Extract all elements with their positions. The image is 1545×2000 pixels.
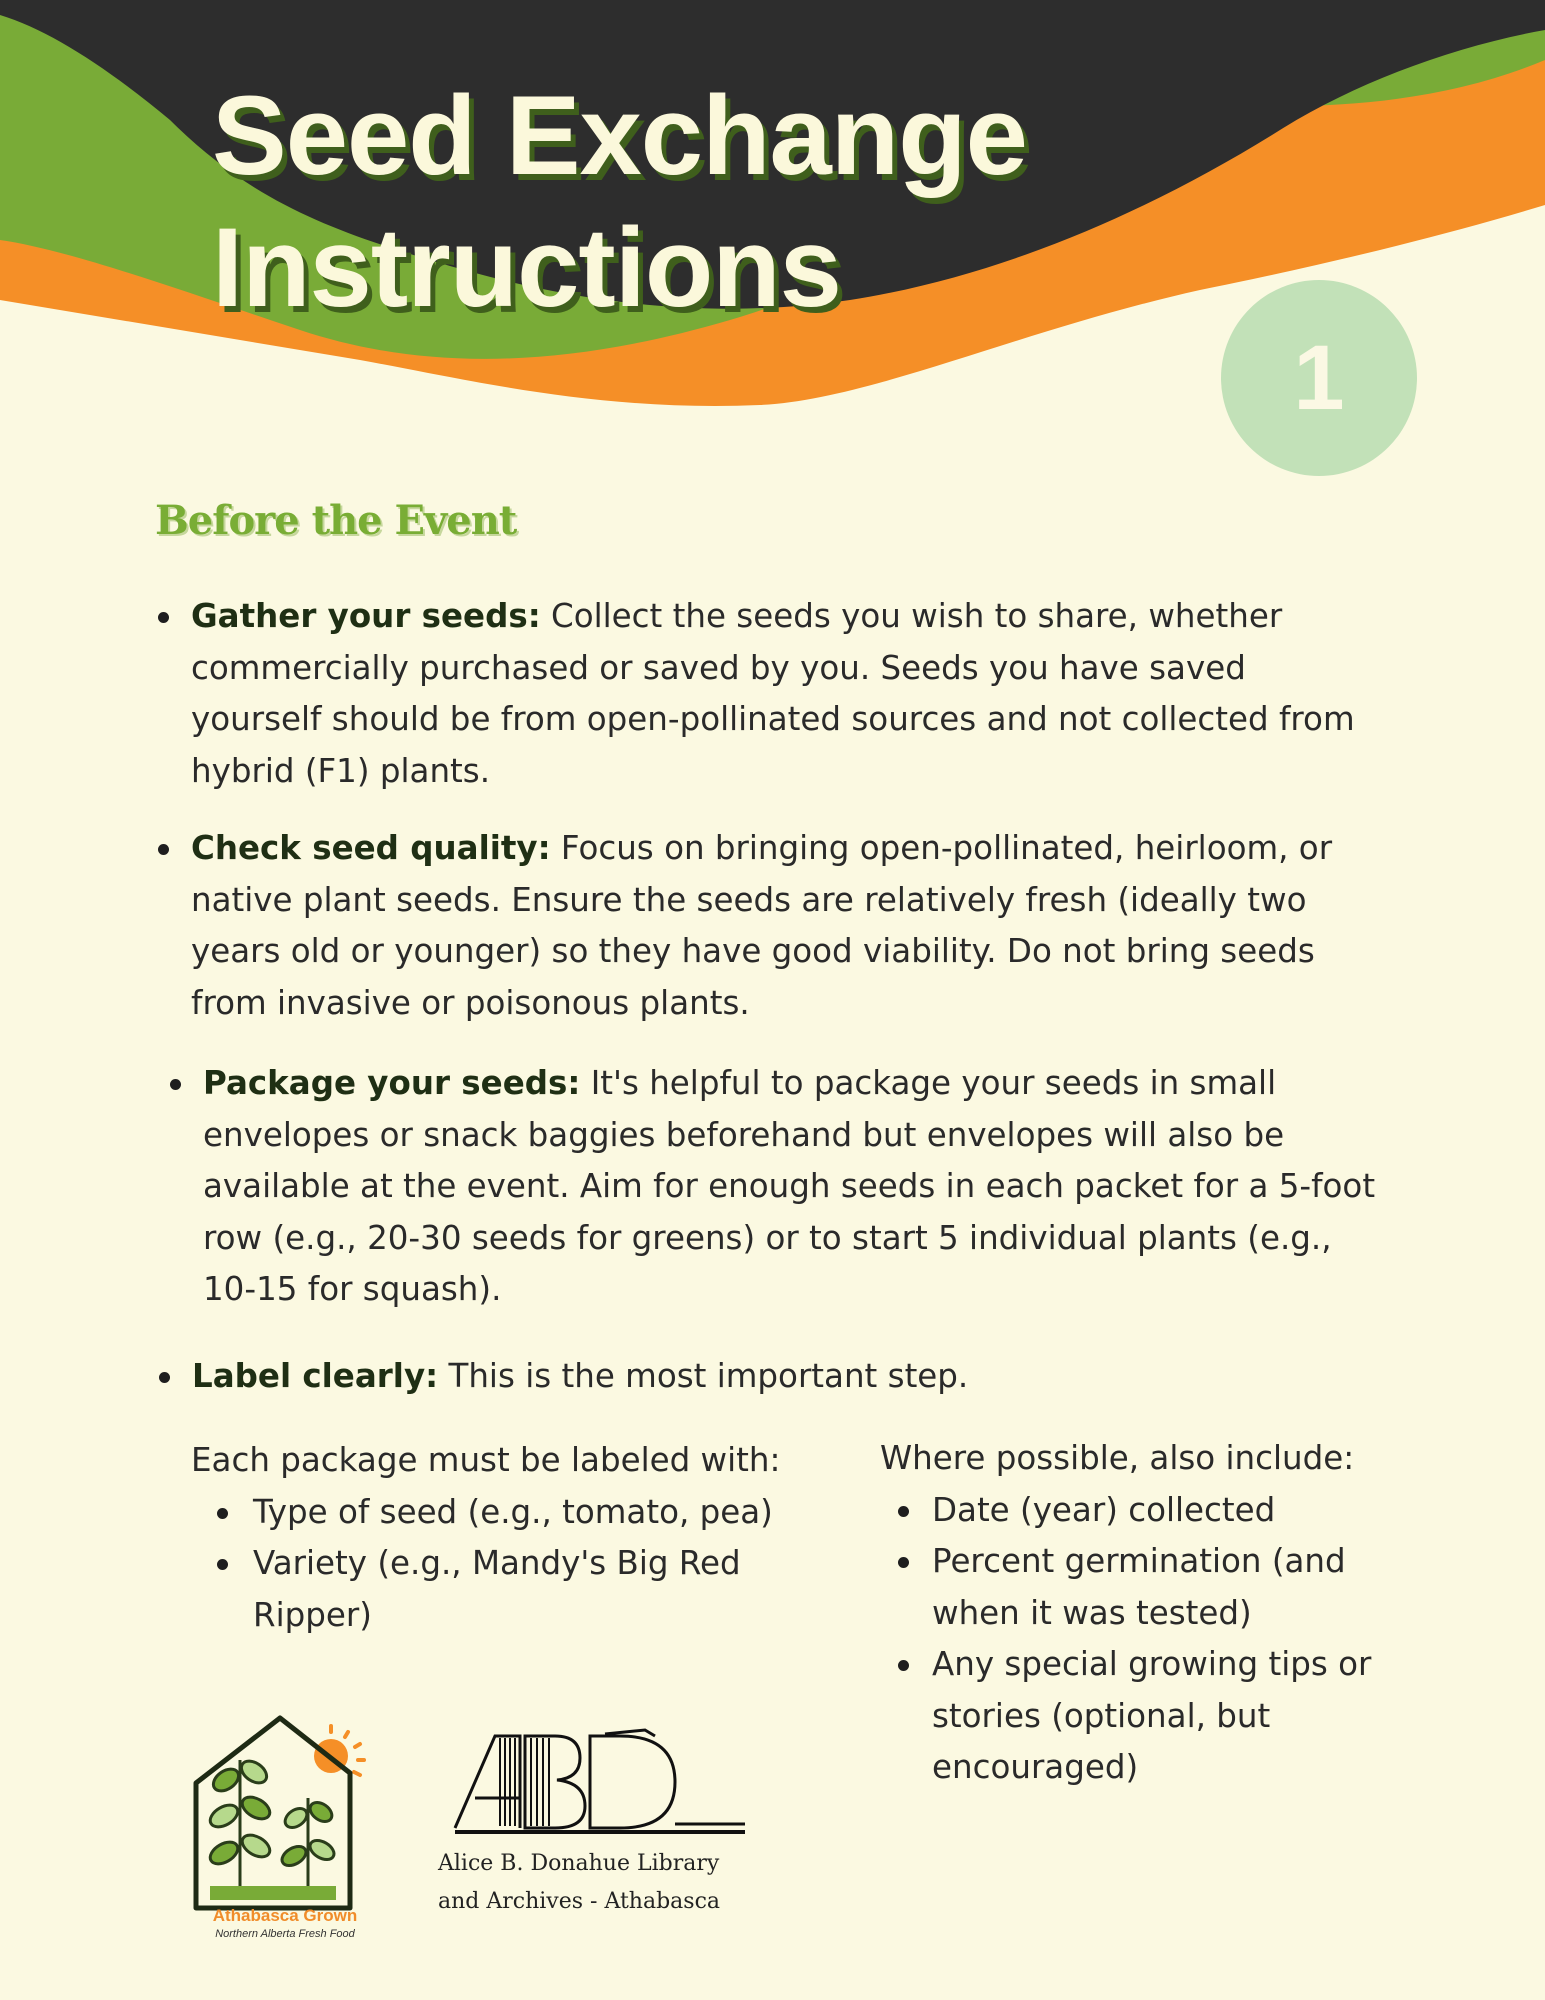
bullet-package-seeds — [203, 1058, 1383, 1316]
library-name — [438, 1845, 768, 1921]
list-item: Percent germination (and when it was tested) — [880, 1536, 1440, 1639]
athabasca-grown-name: Athabasca Grown — [212, 1906, 358, 1925]
library-name-line-1: Alice B. Donahue Library — [438, 1851, 720, 1876]
title-line-2: Instructions — [212, 205, 841, 330]
bullet-title: Gather your seeds: — [191, 597, 541, 635]
soil-bed — [210, 1886, 336, 1900]
list-item: Type of seed (e.g., tomato, pea) — [191, 1487, 831, 1539]
bullet-text: Collect the seeds you wish to share, whether commercially purchased or saved by you. Seeds you have saved yourself should be from open-pollinated sources and not collected from hybrid (F1) plants. — [191, 597, 1355, 790]
athabasca-grown-tagline: Northern Alberta Fresh Food — [215, 1928, 355, 1940]
bullet-title: Label clearly: — [192, 1357, 439, 1395]
plant-icon — [207, 1757, 338, 1886]
bullet-text: This is the most important step. — [448, 1357, 969, 1395]
bullet-title: Package your seeds: — [203, 1064, 581, 1102]
optional-label-list — [880, 1433, 1440, 1794]
bullet-label-clearly — [192, 1351, 1372, 1403]
page-title — [212, 70, 1027, 334]
athabasca-grown-logo — [188, 1708, 378, 1928]
optional-label-heading: Where possible, also include: — [880, 1439, 1355, 1477]
list-item: Any special growing tips or stories (optional, but encouraged) — [880, 1639, 1440, 1794]
list-item: Variety (e.g., Mandy's Big Red Ripper) — [191, 1538, 831, 1641]
bullet-text: It's helpful to package your seeds in small envelopes or snack baggies beforehand but envelopes will also be available at the event. Aim for enough seeds in each packet for a 5-foot row (e.g., 20-30 seeds for greens) or to start 5 individual plants (e.g., 10-15 for squash). — [203, 1064, 1376, 1308]
bullet-title: Check seed quality: — [191, 829, 551, 867]
required-label-heading: Each package must be labeled with: — [191, 1441, 781, 1479]
bullet-text: Focus on bringing open-pollinated, heirloom, or native plant seeds. Ensure the seeds are relatively fresh (ideally two years old or younger) so they have good viability. Do not bring seeds from invasive or poisonous plants. — [191, 829, 1333, 1022]
page-number-badge: 1 — [1221, 280, 1417, 476]
list-item: Date (year) collected — [880, 1485, 1440, 1537]
abd-library-logo — [445, 1728, 755, 1838]
bullet-gather-seeds — [191, 591, 1371, 797]
title-line-1: Seed Exchange — [212, 73, 1027, 198]
book-letters-icon — [455, 1730, 745, 1832]
section-heading: Before the Event — [155, 497, 517, 544]
required-label-list — [191, 1435, 831, 1641]
bullet-check-quality — [191, 823, 1371, 1029]
library-name-line-2: and Archives - Athabasca — [438, 1889, 721, 1914]
